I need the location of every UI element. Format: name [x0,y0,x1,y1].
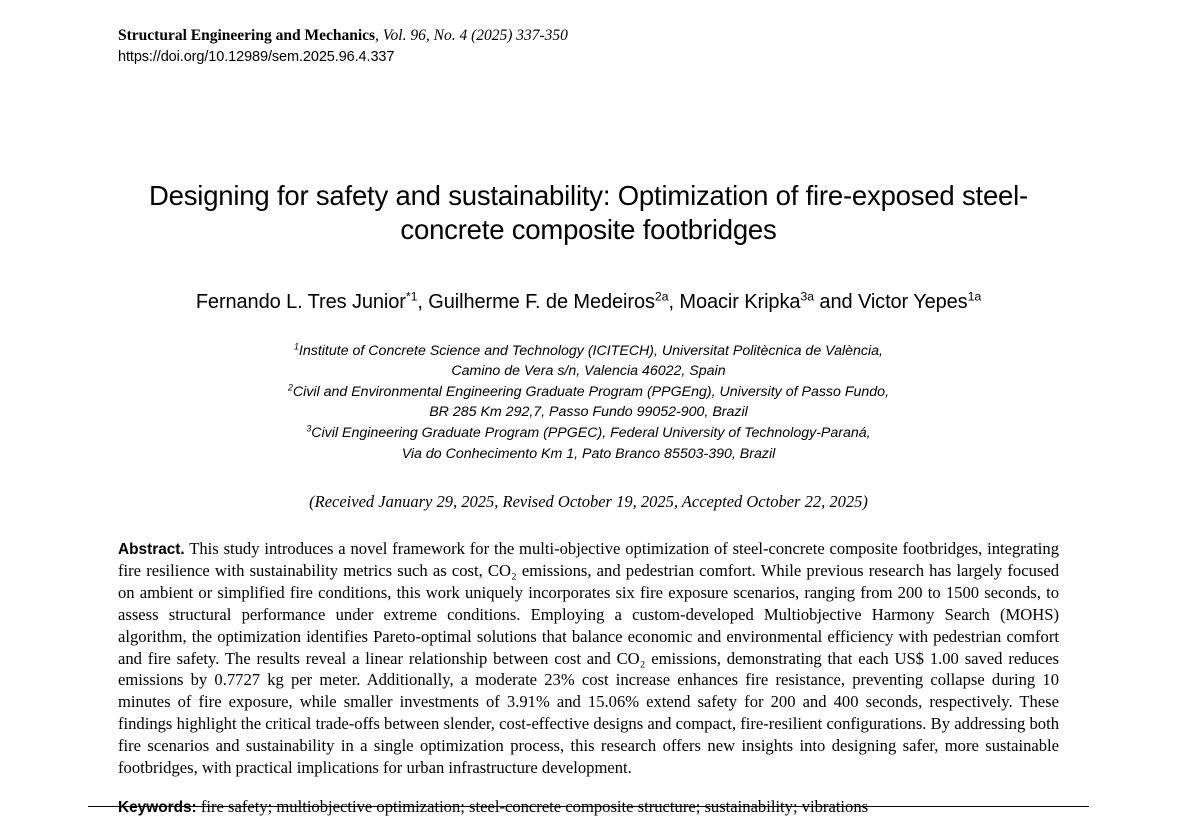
affiliation-mark: 2 [287,382,293,393]
author-affiliation-mark: 2a [654,288,669,303]
journal-header [118,26,1059,67]
author-affiliation-mark: 3a [800,288,814,303]
affiliation-line: Via do Conhecimento Km 1, Pato Branco 85503-390, Brazil [401,445,776,462]
affiliation-line: $^1$Institute of Concrete Science and Technology (ICITECH), Universitat Politècnica de València, [294,340,883,359]
affiliation-list [118,341,1059,465]
journal-name: Structural Engineering and Mechanics [118,27,376,44]
journal-citation-line [118,26,1059,47]
author-name: Victor Yepes$^{1a}$ [857,288,982,313]
abstract-section [118,538,1059,778]
affiliation-line: $^3$Civil Engineering Graduate Program (PPGEC), Federal University of Technology-Paraná, [306,423,871,441]
author-affiliation-mark: *1 [405,288,418,303]
author-list [118,288,1059,314]
author-separator: and [813,290,858,313]
received-revised-accepted-dates: (Received January 29, 2025, Revised October 19, 2025, Accepted October 22, 2025) [309,492,868,512]
affiliation-mark: 1 [294,340,299,351]
keywords-text: fire safety; multiobjective optimization; steel-concrete composite structure; sustainability; vibrations [200,796,869,816]
footer-divider [88,806,1089,807]
author-name: Guilherme F. de Medeiros$^{2a}$ [428,288,669,313]
author-name: Fernando L. Tres Junior$^{*1}$ [195,288,418,313]
abstract-label: Abstract. [118,541,185,559]
journal-reference: , Vol. 96, No. 4 (2025) 337-350 [375,27,568,44]
affiliation-line: BR 285 Km 292,7, Passo Fundo 99052-900, Brazil [429,404,748,421]
abstract-text: This study introduces a novel framework for the multi-objective optimization of steel-concrete composite footbridges, integrating fire resilience with sustainability metrics such as cost, CO₂ emissions, and pedestrian comfort. While previous research has largely focused on ambient or simplified fire conditions, this work uniquely incorporates six fire exposure scenarios, ranging from 200 to 1500 seconds, to assess structural performance under extreme conditions. Employing a custom-developed Multiobjective Harmony Search (MOHS) algorithm, the optimization identifies Pareto-optimal solutions that balance economic and environmental efficiency with pedestrian comfort and fire safety. The results reveal a linear relationship between cost and CO₂ emissions, demonstrating that each US$ 1.00 saved reduces emissions by 0.7727 kg per meter. Additionally, a moderate 23% cost increase enhances fire resistance, preventing collapse during 10 minutes of fire exposure, while smaller investments of 3.91% and 15.06% extend safety for 200 and 400 seconds, respectively. These findings highlight the critical trade-offs between slender, cost-effective designs and compact, fire-resilient configurations. By addressing both fire scenarios and sustainability in a single optimization process, this research offers new insights into designing safer, more sustainable footbridges, with practical implications for urban infrastructure development. [118,539,1059,777]
affiliation-line: Camino de Vera s/n, Valencia 46022, Spain [451,363,726,380]
author-separator: , [668,290,680,313]
journal-doi[interactable]: https://doi.org/10.12989/sem.2025.96.4.337 [118,48,395,65]
author-affiliation-mark: 1a [967,288,982,303]
keywords-label: Keywords: [118,798,197,816]
author-name: Moacir Kripka$^{3a}$ [679,288,814,313]
author-separator: , [417,290,429,313]
affiliation-mark: 3 [306,423,312,434]
affiliation-line: $^2$Civil and Environmental Engineering Graduate Program (PPGEng), University of Passo Fundo, [287,382,890,400]
page-title: Designing for safety and sustainability: Optimization of fire-exposed steel-concrete composite footbridges [149,180,1028,246]
